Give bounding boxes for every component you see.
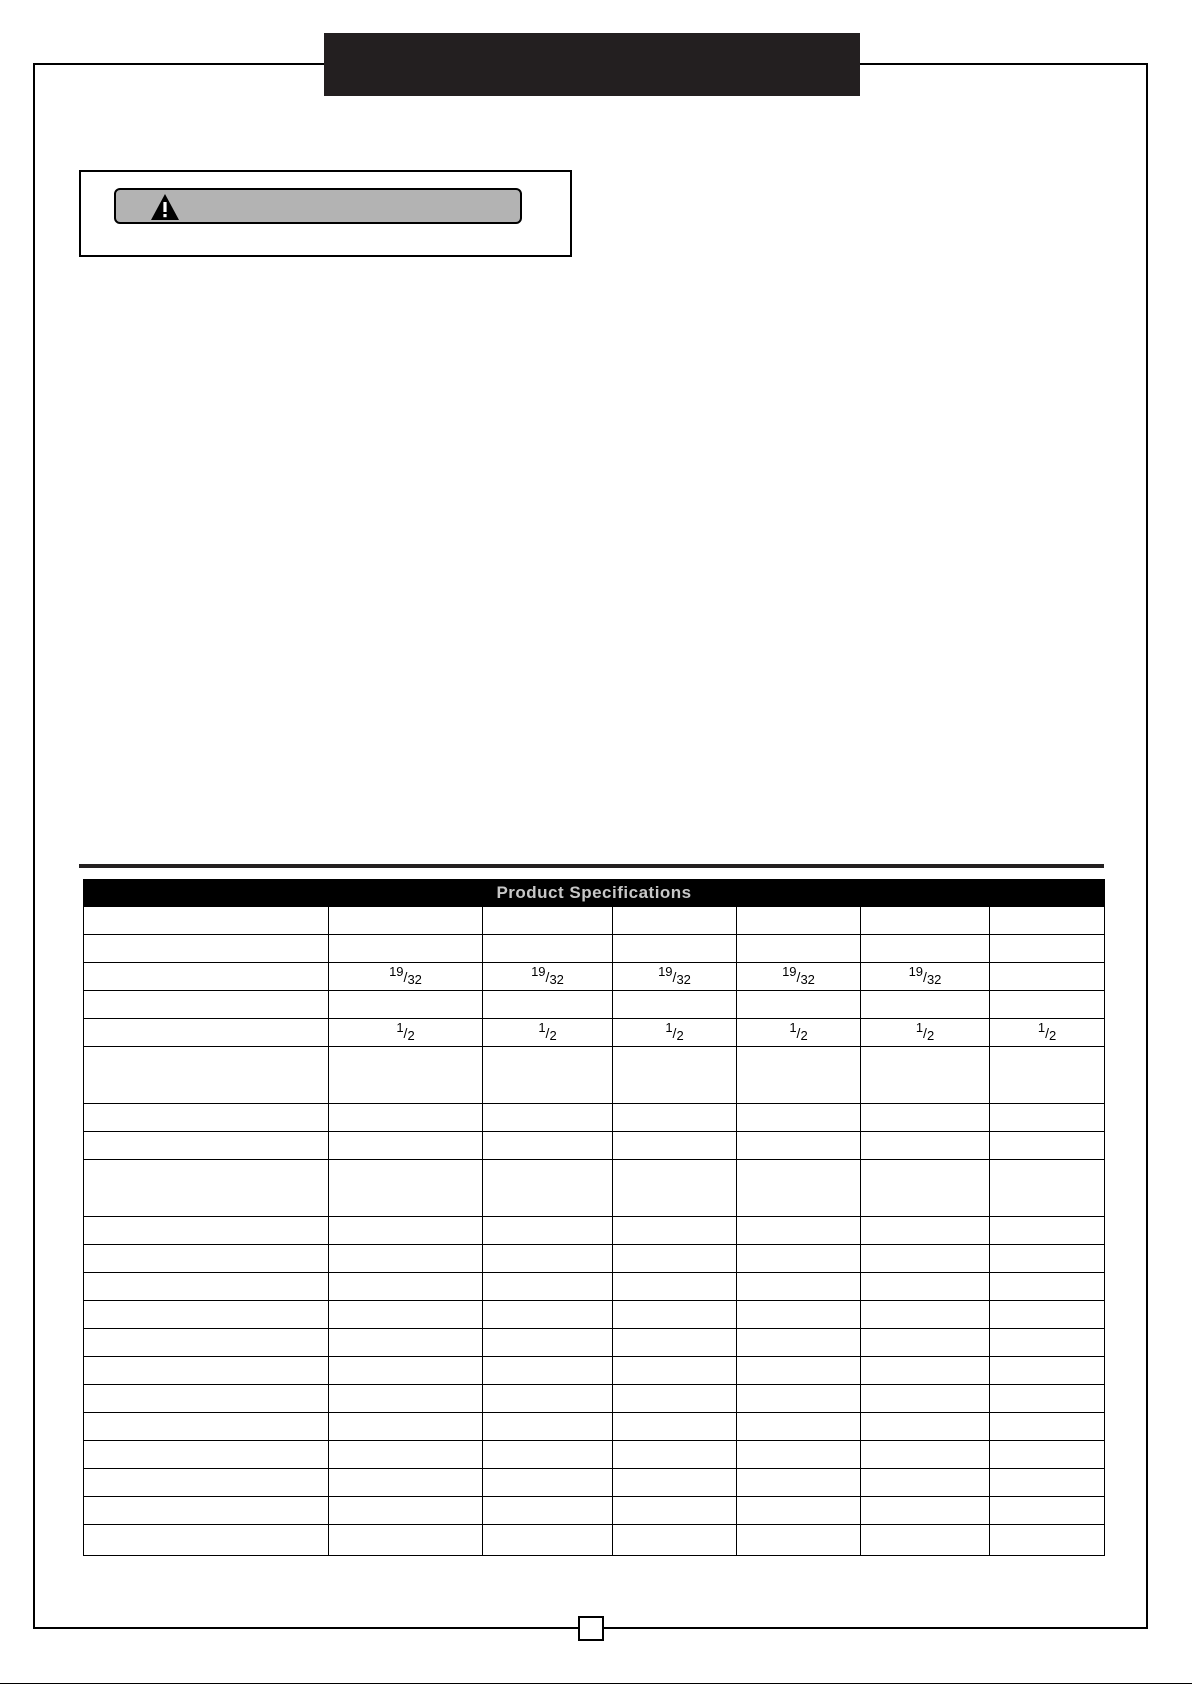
table-cell (990, 1273, 1105, 1301)
table-cell (737, 1217, 861, 1245)
row-label-cell (84, 963, 329, 991)
row-label-cell (84, 1329, 329, 1357)
table-cell (613, 1019, 737, 1047)
table-cell (990, 1385, 1105, 1413)
table-cell (737, 907, 861, 935)
fraction-denominator: 2 (1048, 1027, 1057, 1043)
warning-triangle-icon (150, 193, 180, 221)
fraction-numerator: 19 (658, 963, 673, 979)
fraction-denominator: 2 (926, 1027, 935, 1043)
fraction-value: $^{19}/_{32}$ (782, 963, 815, 987)
fraction-numerator: 1 (915, 1019, 924, 1035)
table-cell (483, 1273, 613, 1301)
table-cell (990, 1357, 1105, 1385)
fraction-value: $^1/_2$ (665, 1019, 684, 1043)
table-cell (861, 1385, 990, 1413)
table-cell (737, 1469, 861, 1497)
table-cell (329, 1160, 483, 1217)
row-label-cell (84, 1245, 329, 1273)
table-row (84, 1301, 1105, 1329)
table-cell (613, 935, 737, 963)
table-cell (483, 935, 613, 963)
table-cell (861, 1132, 990, 1160)
table-cell (737, 1301, 861, 1329)
table-cell (329, 1469, 483, 1497)
row-label-cell (84, 1160, 329, 1217)
table-cell (737, 1132, 861, 1160)
table-cell (861, 1245, 990, 1273)
fraction-denominator: 32 (800, 971, 815, 987)
row-label-cell (84, 907, 329, 935)
table-cell (329, 935, 483, 963)
table-row (84, 907, 1105, 935)
table-cell (861, 1525, 990, 1556)
table-cell (861, 1273, 990, 1301)
row-label-cell (84, 1301, 329, 1329)
table-row (84, 1329, 1105, 1357)
table-cell (613, 1413, 737, 1441)
table-row (84, 1497, 1105, 1525)
row-label-cell (84, 1217, 329, 1245)
table-cell (737, 1385, 861, 1413)
table-row (84, 1160, 1105, 1217)
table-cell (483, 1160, 613, 1217)
table-cell (613, 1132, 737, 1160)
row-label-cell (84, 1469, 329, 1497)
table-cell (861, 1104, 990, 1132)
warning-box (79, 170, 572, 257)
row-label-cell (84, 1047, 329, 1104)
row-label-cell (84, 935, 329, 963)
table-cell (737, 1047, 861, 1104)
row-label-cell (84, 1525, 329, 1556)
fraction-denominator: 32 (676, 971, 691, 987)
fraction-denominator: 2 (549, 1027, 557, 1043)
row-label-cell (84, 1441, 329, 1469)
table-cell (483, 1047, 613, 1104)
table-row (84, 1047, 1105, 1104)
table-cell (483, 1385, 613, 1413)
table-cell (329, 1413, 483, 1441)
row-label-cell (84, 1132, 329, 1160)
table-cell (990, 1413, 1105, 1441)
fraction-denominator: 2 (800, 1027, 808, 1043)
table-cell (737, 1019, 861, 1047)
fraction-denominator: 2 (407, 1027, 415, 1043)
table-cell (329, 1525, 483, 1556)
table-cell (990, 1525, 1105, 1556)
fraction-numerator: 1 (789, 1019, 797, 1035)
row-label-cell (84, 991, 329, 1019)
fraction-denominator: 32 (407, 971, 422, 987)
table-cell (613, 1160, 737, 1217)
table-cell (861, 1497, 990, 1525)
table-cell (737, 1497, 861, 1525)
fraction-value: $^{19}/_{32}$ (389, 963, 422, 987)
fraction-numerator: 1 (396, 1019, 404, 1035)
table-cell (329, 963, 483, 991)
table-row (84, 1413, 1105, 1441)
fraction-value: $^{19}/_{32}$ (531, 963, 564, 987)
table-cell (613, 1301, 737, 1329)
table-body (84, 907, 1105, 1556)
table-cell (737, 1160, 861, 1217)
table-cell (990, 1160, 1105, 1217)
page-number-box (578, 1616, 604, 1641)
table-cell (737, 963, 861, 991)
fraction-value: $^1/_2$ (789, 1019, 808, 1043)
warning-banner (114, 188, 522, 224)
table-cell (483, 1301, 613, 1329)
table-cell (483, 1132, 613, 1160)
table-cell (861, 1047, 990, 1104)
table-cell (483, 1245, 613, 1273)
table-cell (483, 1104, 613, 1132)
table-cell (861, 935, 990, 963)
table-cell (990, 1019, 1105, 1047)
fraction-numerator: 1 (1037, 1019, 1046, 1035)
fraction-numerator: 1 (538, 1019, 546, 1035)
table-cell (990, 1497, 1105, 1525)
table-cell (613, 1525, 737, 1556)
table-cell (483, 1329, 613, 1357)
table-cell (861, 907, 990, 935)
table-cell (990, 1441, 1105, 1469)
table-cell (990, 1469, 1105, 1497)
table-row (84, 1357, 1105, 1385)
table-cell (737, 1104, 861, 1132)
table-row (84, 991, 1105, 1019)
table-cell (990, 1132, 1105, 1160)
table-row (84, 935, 1105, 963)
row-label-cell (84, 1104, 329, 1132)
table-cell (613, 1329, 737, 1357)
table-cell (613, 1357, 737, 1385)
table-cell (990, 963, 1105, 991)
table-cell (329, 1019, 483, 1047)
table-cell (329, 1301, 483, 1329)
table-cell (737, 1413, 861, 1441)
fraction-value: $^1/_2$ (396, 1019, 415, 1043)
table-cell (329, 1217, 483, 1245)
table-title: Product Specifications (84, 880, 1105, 907)
table-cell (737, 1525, 861, 1556)
table-row (84, 1525, 1105, 1556)
table-cell (613, 907, 737, 935)
table-cell (737, 1245, 861, 1273)
table-cell (861, 1160, 990, 1217)
table-cell (329, 991, 483, 1019)
table-cell (990, 1245, 1105, 1273)
table-cell (483, 907, 613, 935)
table-cell (990, 907, 1105, 935)
table-title-row (84, 880, 1105, 907)
table-cell (990, 1301, 1105, 1329)
table-cell (329, 1329, 483, 1357)
table-cell (737, 1273, 861, 1301)
table-cell (990, 1217, 1105, 1245)
table-cell (990, 935, 1105, 963)
table-row (84, 1469, 1105, 1497)
fraction-value: $^1/_2$ (538, 1019, 557, 1043)
fraction-numerator: 19 (908, 963, 924, 979)
table-cell (329, 1047, 483, 1104)
fraction-value: $^1/_2$ (1037, 1019, 1057, 1043)
table-cell (613, 1245, 737, 1273)
row-label-cell (84, 1273, 329, 1301)
fraction-denominator: 32 (549, 971, 564, 987)
table-cell (613, 1047, 737, 1104)
table-row (84, 1019, 1105, 1047)
row-label-cell (84, 1413, 329, 1441)
table-cell (613, 1104, 737, 1132)
fraction-numerator: 19 (531, 963, 546, 979)
table-cell (990, 1047, 1105, 1104)
fraction-value: $^{19}/_{32}$ (908, 963, 942, 987)
fraction-numerator: 1 (665, 1019, 673, 1035)
row-label-cell (84, 1385, 329, 1413)
table-cell (990, 1104, 1105, 1132)
table-cell (613, 1441, 737, 1469)
table-cell (861, 1217, 990, 1245)
fraction-denominator: 32 (926, 971, 942, 987)
table-cell (329, 1385, 483, 1413)
table-row (84, 1441, 1105, 1469)
table-cell (329, 1273, 483, 1301)
table-cell (990, 1329, 1105, 1357)
product-specifications-table (83, 879, 1105, 1556)
table-cell (861, 1469, 990, 1497)
table-cell (737, 935, 861, 963)
table-cell (861, 1413, 990, 1441)
fraction-numerator: 19 (782, 963, 797, 979)
table-cell (861, 991, 990, 1019)
table-cell (861, 1301, 990, 1329)
table-cell (861, 1019, 990, 1047)
table-cell (329, 1245, 483, 1273)
bottom-rule (0, 1683, 1192, 1684)
fraction-numerator: 19 (389, 963, 404, 979)
table-cell (483, 1357, 613, 1385)
table-cell (483, 1497, 613, 1525)
row-label-cell (84, 1497, 329, 1525)
table-row (84, 963, 1105, 991)
row-label-cell (84, 1019, 329, 1047)
table-cell (990, 991, 1105, 1019)
table-cell (483, 1413, 613, 1441)
table-row (84, 1104, 1105, 1132)
table-cell (861, 963, 990, 991)
table-cell (613, 991, 737, 1019)
table-cell (329, 1104, 483, 1132)
table-cell (613, 1217, 737, 1245)
table-cell (483, 1469, 613, 1497)
table-cell (483, 1525, 613, 1556)
table-cell (737, 991, 861, 1019)
table-cell (861, 1329, 990, 1357)
table-cell (483, 1441, 613, 1469)
table-cell (329, 907, 483, 935)
table-row (84, 1273, 1105, 1301)
table-row (84, 1245, 1105, 1273)
table-row (84, 1385, 1105, 1413)
fraction-value: $^{19}/_{32}$ (658, 963, 691, 987)
table-cell (613, 1469, 737, 1497)
row-label-cell (84, 1357, 329, 1385)
section-divider (79, 864, 1104, 868)
header-bar (324, 33, 860, 96)
table-cell (329, 1357, 483, 1385)
table-cell (737, 1357, 861, 1385)
table-cell (613, 1273, 737, 1301)
table-cell (483, 963, 613, 991)
table-cell (329, 1441, 483, 1469)
table-cell (861, 1357, 990, 1385)
table-cell (613, 1385, 737, 1413)
table-cell (483, 1217, 613, 1245)
table-cell (613, 1497, 737, 1525)
table-cell (861, 1441, 990, 1469)
table-cell (737, 1441, 861, 1469)
table-cell (613, 963, 737, 991)
table-cell (329, 1497, 483, 1525)
table-cell (329, 1132, 483, 1160)
table-cell (483, 1019, 613, 1047)
table-cell (737, 1329, 861, 1357)
table-row (84, 1132, 1105, 1160)
table-cell (483, 991, 613, 1019)
fraction-value: $^1/_2$ (915, 1019, 935, 1043)
fraction-denominator: 2 (676, 1027, 684, 1043)
table-row (84, 1217, 1105, 1245)
